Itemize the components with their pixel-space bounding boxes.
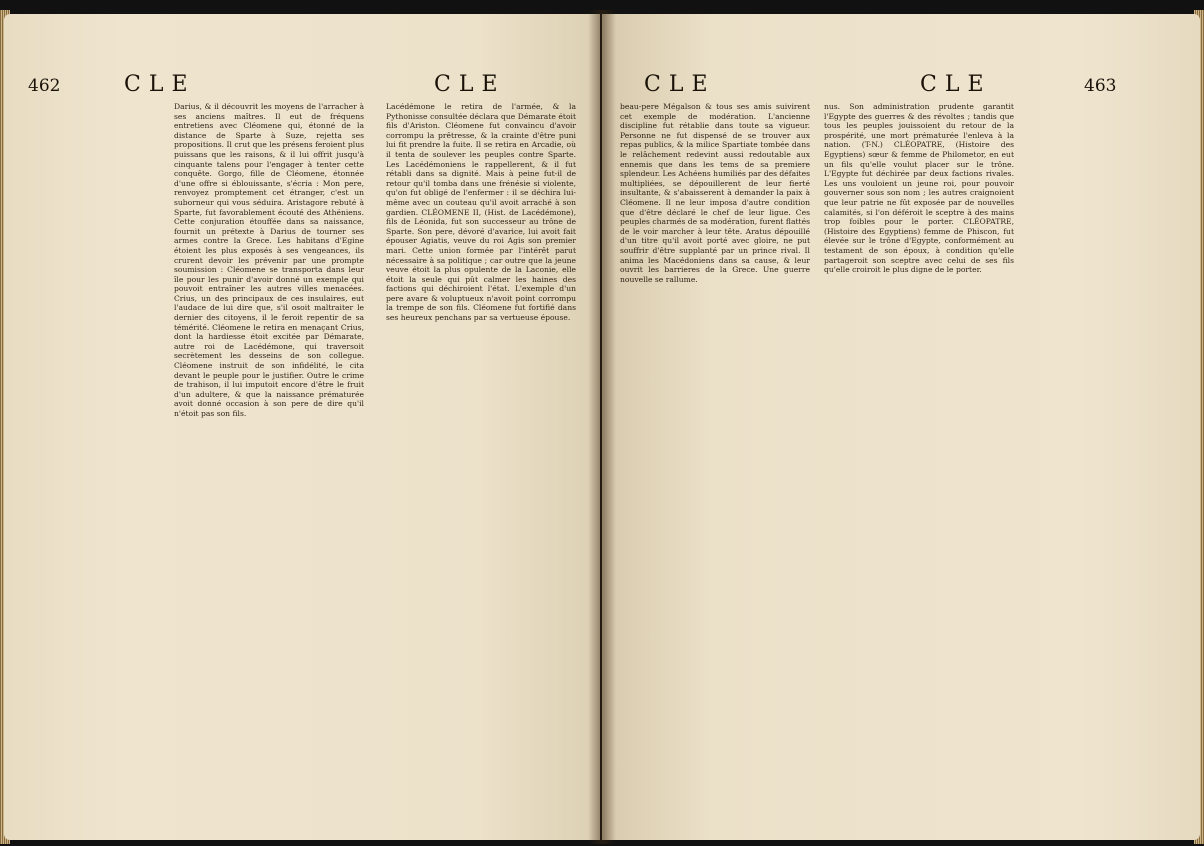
- page-number: 462: [28, 76, 61, 96]
- paragraph: Lacédémone le retira de l'armée, & la Pythonisse consultée déclara que Démarate étoit fils d'Ariston. Cléomene fut convaincu d'avoir corrompu la prêtresse, & la crainte d'être puni lui fit prendre la fuite. Il se retira en Arcadie, où il tenta de soulever les peuples contre Sparte. Les Lacédémoniens le rappellerent, & il fut rétabli dans sa dignité. Mais à peine fut-il de retour qu'il tomba dans une frénésie si violente, qu'on fut obligé de l'enfermer : il se déchira lui-même avec un couteau qu'il avoit arraché à son gardien. CLÉOMENE II, (Hist. de Lacédémone), fils de Léonida, fut son successeur au trône de Sparte. Son pere, dévoré d'avarice, lui avoit fait épouser Agiatis, veuve du roi Agis son premier mari. Cette union formée par l'intérêt parut nécessaire à sa politique ; car outre que la jeune veuve étoit la plus opulente de la Laconie, elle étoit la seule qui pût calmer les haines des factions qui déchiroient l'état. L'exemple d'un pere avare & voluptueux n'avoit point corrompu la trempe de son fils. Cléomene fut fortifié dans ses heureux penchans par sa vertueuse épouse.: [386, 102, 576, 323]
- page-number: 463: [1084, 76, 1117, 96]
- text-column: [824, 102, 1014, 840]
- running-head: CLE: [434, 72, 506, 97]
- running-head: CLE: [124, 72, 196, 97]
- book-gutter: [588, 10, 616, 844]
- right-page: [602, 14, 1200, 840]
- text-column: [620, 102, 810, 840]
- paragraph: beau-pere Mégalson & tous ses amis suivirent cet exemple de modération. L'ancienne discipline fut rétablie dans toute sa vigueur. Personne ne fut dispensé de se trouver aux repas publics, & la milice Spartiate tombée dans le relâchement redevint aussi redoutable aux ennemis que dans les tems de sa premiere splendeur. Les Achéens humiliés par des défaites multipliées, se dépouillerent de leur fierté insultante, & s'abaisserent à demander la paix à Cléomene. Il ne leur imposa d'autre condition que d'être déclaré le chef de leur ligue. Ces peuples charmés de sa modération, furent flattés de le voir marcher à leur tête. Aratus dépouillé d'un titre qu'il avoit porté avec gloire, ne put souffrir d'être supplanté par un prince rival. Il anima les Macédoniens dans sa cause, & leur ouvrit les barrieres de la Grece. Une guerre nouvelle se rallume.: [620, 102, 810, 284]
- running-head: CLE: [644, 72, 716, 97]
- paragraph: Darius, & il découvrit les moyens de l'arracher à ses anciens maîtres. Il eut de fréquens entretiens avec Cléomene qui, étonné de la distance de Sparte à Suze, rejetta ses propositions. Il crut que les présens feroient plus puissans que les raisons, & il lui offrit jusqu'à cinquante talens pour l'engager à tenter cette conquête. Gorgo, fille de Cléomene, étonnée d'une offre si éblouissante, s'écria : Mon pere, renvoyez promptement cet étranger, c'est un suborneur qui vous séduira. Aristagore rebuté à Sparte, fut favorablement écouté des Athéniens. Cette conjuration étouffée dans sa naissance, fournit un prétexte à Darius de tourner ses armes contre la Grece. Les habitans d'Egine étoient les plus exposés à ses vengeances, ils crurent devoir les prévenir par une prompte soumission : Cléomene se transporta dans leur île pour les punir d'avoir donné un exemple qui pouvoit entraîner les autres villes menacées. Crius, un des principaux de ces insulaires, eut l'audace de lui dire que, s'il osoit maltraiter le dernier des citoyens, il le feroit repentir de sa témérité. Cléomene le retira en menaçant Crius, dont la hardiesse étoit excitée par Démarate, autre roi de Lacédémone, qui traversoit secrètement les desseins de son collegue. Cléomene instruit de son infidélité, le cita devant le peuple pour le justifier. Outre le crime de trahison, il lui imputoit encore d'être le fruit d'un adultere, & que la naissance prématurée avoit donné occasion à son pere de dire qu'il n'étoit pas son fils.: [174, 102, 364, 418]
- left-page: [4, 14, 600, 840]
- running-head: CLE: [920, 72, 992, 97]
- text-column: [386, 102, 576, 840]
- paragraph: nus. Son administration prudente garantit l'Egypte des guerres & des révoltes ; tandis que tous les peuples jouissoient du retour de la prospérité, une mort prématurée l'enleva à la nation. (T-N.) CLÉOPATRE, (Histoire des Egyptiens) sœur & femme de Philometor, en eut un fils qu'elle voulut placer sur le trône. L'Egypte fut déchirée par deux factions rivales. Les uns vouloient un jeune roi, pour pouvoir gouverner sous son nom ; les autres craignoient que leur patrie ne fût exposée par de nouvelles calamités, si l'on déféroit le sceptre à des mains trop foibles pour le porter. CLÉOPATRE, (Histoire des Egyptiens) femme de Phiscon, fut élevée sur le trône d'Egypte, conformément au testament de son époux, à condition qu'elle partageroit son sceptre avec celui de ses fils qu'elle croiroit le plus digne de le porter.: [824, 102, 1014, 275]
- text-column: [174, 102, 364, 840]
